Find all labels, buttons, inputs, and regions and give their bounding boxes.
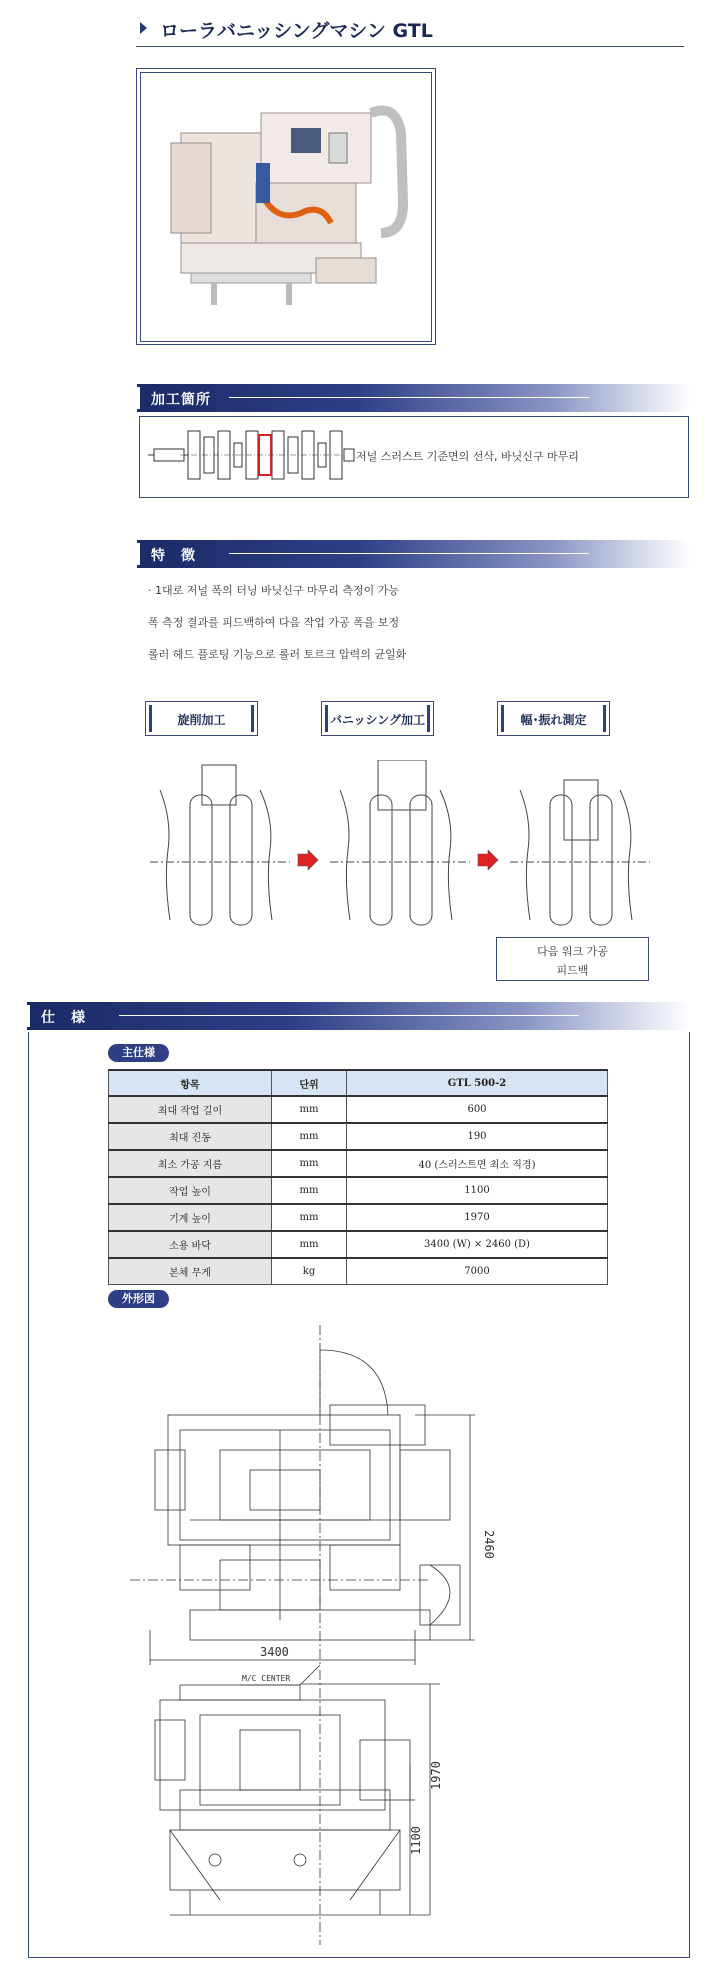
spec-table	[108, 1069, 608, 1285]
feature-item-1: · 1대로 저널 폭의 터닝 바닛신구 마무리 측정이 가능	[148, 584, 399, 597]
feedback-line-1: 다음 워크 가공	[537, 945, 608, 958]
features-section-header	[137, 540, 690, 568]
machine-photo-frame	[136, 68, 436, 345]
table-row: 기계 높이 mm 1970	[109, 1204, 608, 1231]
spec-header-item: 항목	[109, 1070, 272, 1096]
main-spec-label: 主仕様	[108, 1044, 169, 1062]
spec-header-model: GTL 500-2	[347, 1070, 608, 1096]
table-row: 소용 바닥 mm 3400 (W) × 2460 (D)	[109, 1231, 608, 1258]
feature-item-2: 폭 측정 결과를 피드백하여 다음 작업 가공 폭을 보정	[148, 616, 400, 629]
process-section-title: 加工箇所	[151, 392, 211, 408]
step-turning: 旋削加工	[145, 701, 258, 736]
title-arrow-icon	[140, 22, 147, 34]
table-row: 작업 높이 mm 1100	[109, 1177, 608, 1204]
table-row: 최소 가공 지름 mm 40 (스러스트면 최소 직경)	[109, 1150, 608, 1177]
features-section-title: 特 徴	[151, 548, 196, 564]
process-section-header	[137, 384, 690, 412]
page-title-row	[136, 14, 684, 47]
center-label: M/C CENTER	[242, 1674, 291, 1683]
outline-drawing-label: 外形図	[108, 1290, 169, 1308]
table-row: 최대 작업 길이 mm 600	[109, 1096, 608, 1123]
dim-work-height-label: 1100	[409, 1826, 423, 1855]
specs-section-header	[27, 1002, 690, 1030]
machine-illustration	[141, 73, 431, 341]
process-flow-diagram	[150, 760, 650, 940]
dim-depth-label: 2460	[482, 1530, 496, 1559]
spec-header-unit: 단위	[272, 1070, 347, 1096]
outline-drawing	[130, 1320, 570, 1945]
page-title: ローラバニッシングマシン GTL	[160, 20, 433, 42]
dim-width-label: 3400	[260, 1645, 289, 1659]
table-row: 최대 진동 mm 190	[109, 1123, 608, 1150]
process-description: 저널 스러스트 기준면의 선삭, 바닛신구 마무리	[356, 450, 579, 463]
crankshaft-diagram	[140, 417, 360, 495]
specs-section-title: 仕 様	[41, 1010, 86, 1026]
feedback-line-2: 피드백	[556, 964, 589, 977]
dim-height-label: 1970	[429, 1761, 443, 1790]
step-measurement: 幅･振れ測定	[497, 701, 610, 736]
spec-table-header	[109, 1070, 608, 1096]
feature-item-3: 롤러 헤드 플로팅 기능으로 롤러 토르크 압력의 균일화	[148, 648, 407, 661]
step-burnishing: バニッシング加工	[321, 701, 434, 736]
feedback-box	[496, 937, 649, 981]
machine-photo	[140, 72, 432, 342]
table-row: 본체 무게 kg 7000	[109, 1258, 608, 1285]
